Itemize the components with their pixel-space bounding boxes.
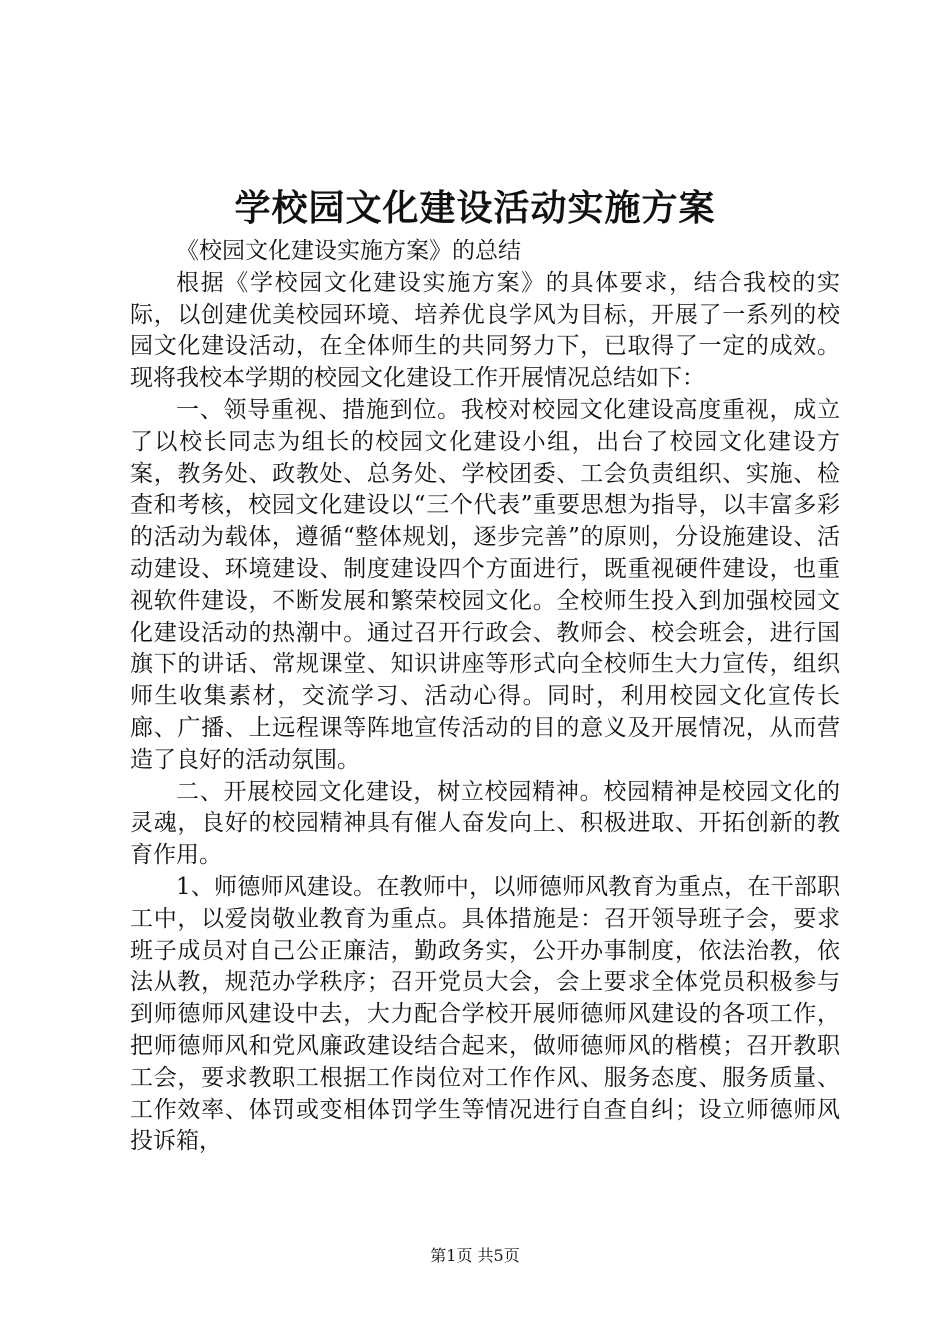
document-body (130, 236, 840, 1158)
paragraph-item-1: 1、师德师风建设。在教师中，以师德师风教育为重点，在干部职工中，以爱岗敬业教育为重点。具体措施是：召开领导班子会，要求班子成员对自己公正廉洁，勤政务实，公开办事制度，依法治教，依法从教，规范办学秩序；召开党员大会，会上要求全体党员积极参与到师德师风建设中去，大力配合学校开展师德师风建设的各项工作，把师德师风和党风廉政建设结合起来，做师德师风的楷模；召开教职工会，要求教职工根据工作岗位对工作作风、服务态度、服务质量、工作效率、体罚或变相体罚学生等情况进行自查自纠；设立师德师风投诉箱， (130, 873, 840, 1155)
paragraph-intro: 根据《学校园文化建设实施方案》的具体要求，结合我校的实际，以创建优美校园环境、培养优良学风为目标，开展了一系列的校园文化建设活动，在全体师生的共同努力下，已取得了一定的成效。现将我校本学期的校园文化建设工作开展情况总结如下： (130, 269, 840, 392)
document-subtitle: 《校园文化建设实施方案》的总结 (176, 238, 521, 264)
page-footer: 第1页 共5页 (430, 1246, 520, 1265)
paragraph-section-2: 二、开展校园文化建设，树立校园精神。校园精神是校园文化的灵魂，良好的校园精神具有催人奋发向上、积极进取、开拓创新的教育作用。 (130, 778, 840, 869)
paragraph-section-1: 一、领导重视、措施到位。我校对校园文化建设高度重视，成立了以校长同志为组长的校园文化建设小组，出台了校园文化建设方案，教务处、政教处、总务处、学校团委、工会负责组织、实施、检查和考核，校园文化建设以“三个代表”重要思想为指导，以丰富多彩的活动为载体，遵循“整体规划，逐步完善”的原则，分设施建设、活动建设、环境建设、制度建设四个方面进行，既重视硬件建设，也重视软件建设，不断发展和繁荣校园文化。全校师生投入到加强校园文化建设活动的热潮中。通过召开行政会、教师会、校会班会，进行国旗下的讲话、常规课堂、知识讲座等形式向全校师生大力宣传，组织师生收集素材，交流学习、活动心得。同时，利用校园文化宣传长廊、广播、上远程课等阵地宣传活动的目的意义及开展情况，从而营造了良好的活动氛围。 (130, 396, 840, 773)
page-title: 学校园文化建设活动实施方案 (234, 187, 716, 229)
